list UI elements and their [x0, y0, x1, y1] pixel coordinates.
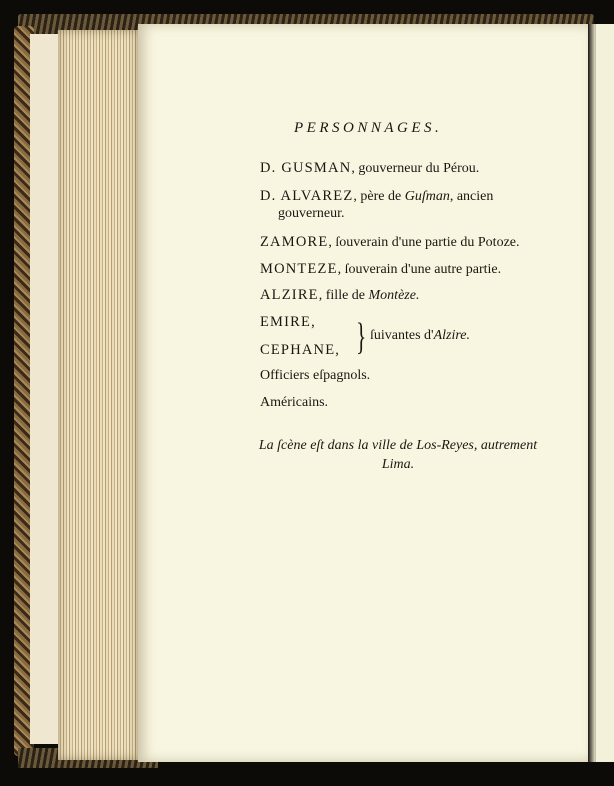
character-name: D. GUSMAN — [260, 160, 352, 176]
scene-line-1: La ſcène eſt dans la ville de Los-Reyes, autrement — [258, 438, 538, 453]
page-heading: PERSONNAGES. — [294, 120, 443, 136]
character-desc: , gouverneur du Pérou. — [351, 161, 480, 176]
character-alzire — [260, 287, 419, 304]
character-name: MONTEZE — [260, 261, 338, 277]
character-name: CEPHANE, — [260, 342, 341, 358]
character-monteze — [260, 261, 501, 278]
character-desc: , ſouverain d'une autre partie. — [337, 262, 502, 277]
character-desc: , ſouverain d'une partie du Potoze. — [328, 235, 520, 250]
character-emire — [260, 314, 316, 331]
scene-line-2: Lima. — [381, 457, 415, 472]
character-name: D. ALVAREZ — [260, 188, 354, 204]
suivantes-italic: Alzire. — [433, 328, 470, 343]
character-zamore — [260, 234, 520, 251]
character-alvarez-cont: gouverneur. — [278, 206, 345, 221]
character-desc: , fille de — [318, 288, 369, 303]
character-gusman — [260, 160, 479, 177]
character-alvarez — [260, 188, 493, 205]
character-desc-italic: Guſman — [404, 189, 450, 204]
character-name: ZAMORE — [260, 234, 329, 250]
character-cephane — [260, 342, 340, 359]
page-edges — [58, 30, 138, 760]
facing-page-edge — [588, 24, 614, 762]
character-desc-italic: Montèze. — [368, 288, 420, 303]
scene-note — [258, 436, 538, 474]
character-name: EMIRE, — [260, 314, 316, 330]
character-desc: , père de — [353, 189, 405, 204]
suivantes-text: ſuivantes d' — [370, 328, 434, 343]
americains-line: Américains. — [260, 395, 329, 410]
character-desc: , ancien — [449, 189, 494, 204]
endpaper — [30, 34, 60, 744]
brace-symbol: } — [356, 316, 367, 358]
character-name: ALZIRE — [260, 287, 319, 303]
officiers-line: Officiers eſpagnols. — [260, 368, 371, 383]
suivantes-desc — [370, 328, 470, 344]
